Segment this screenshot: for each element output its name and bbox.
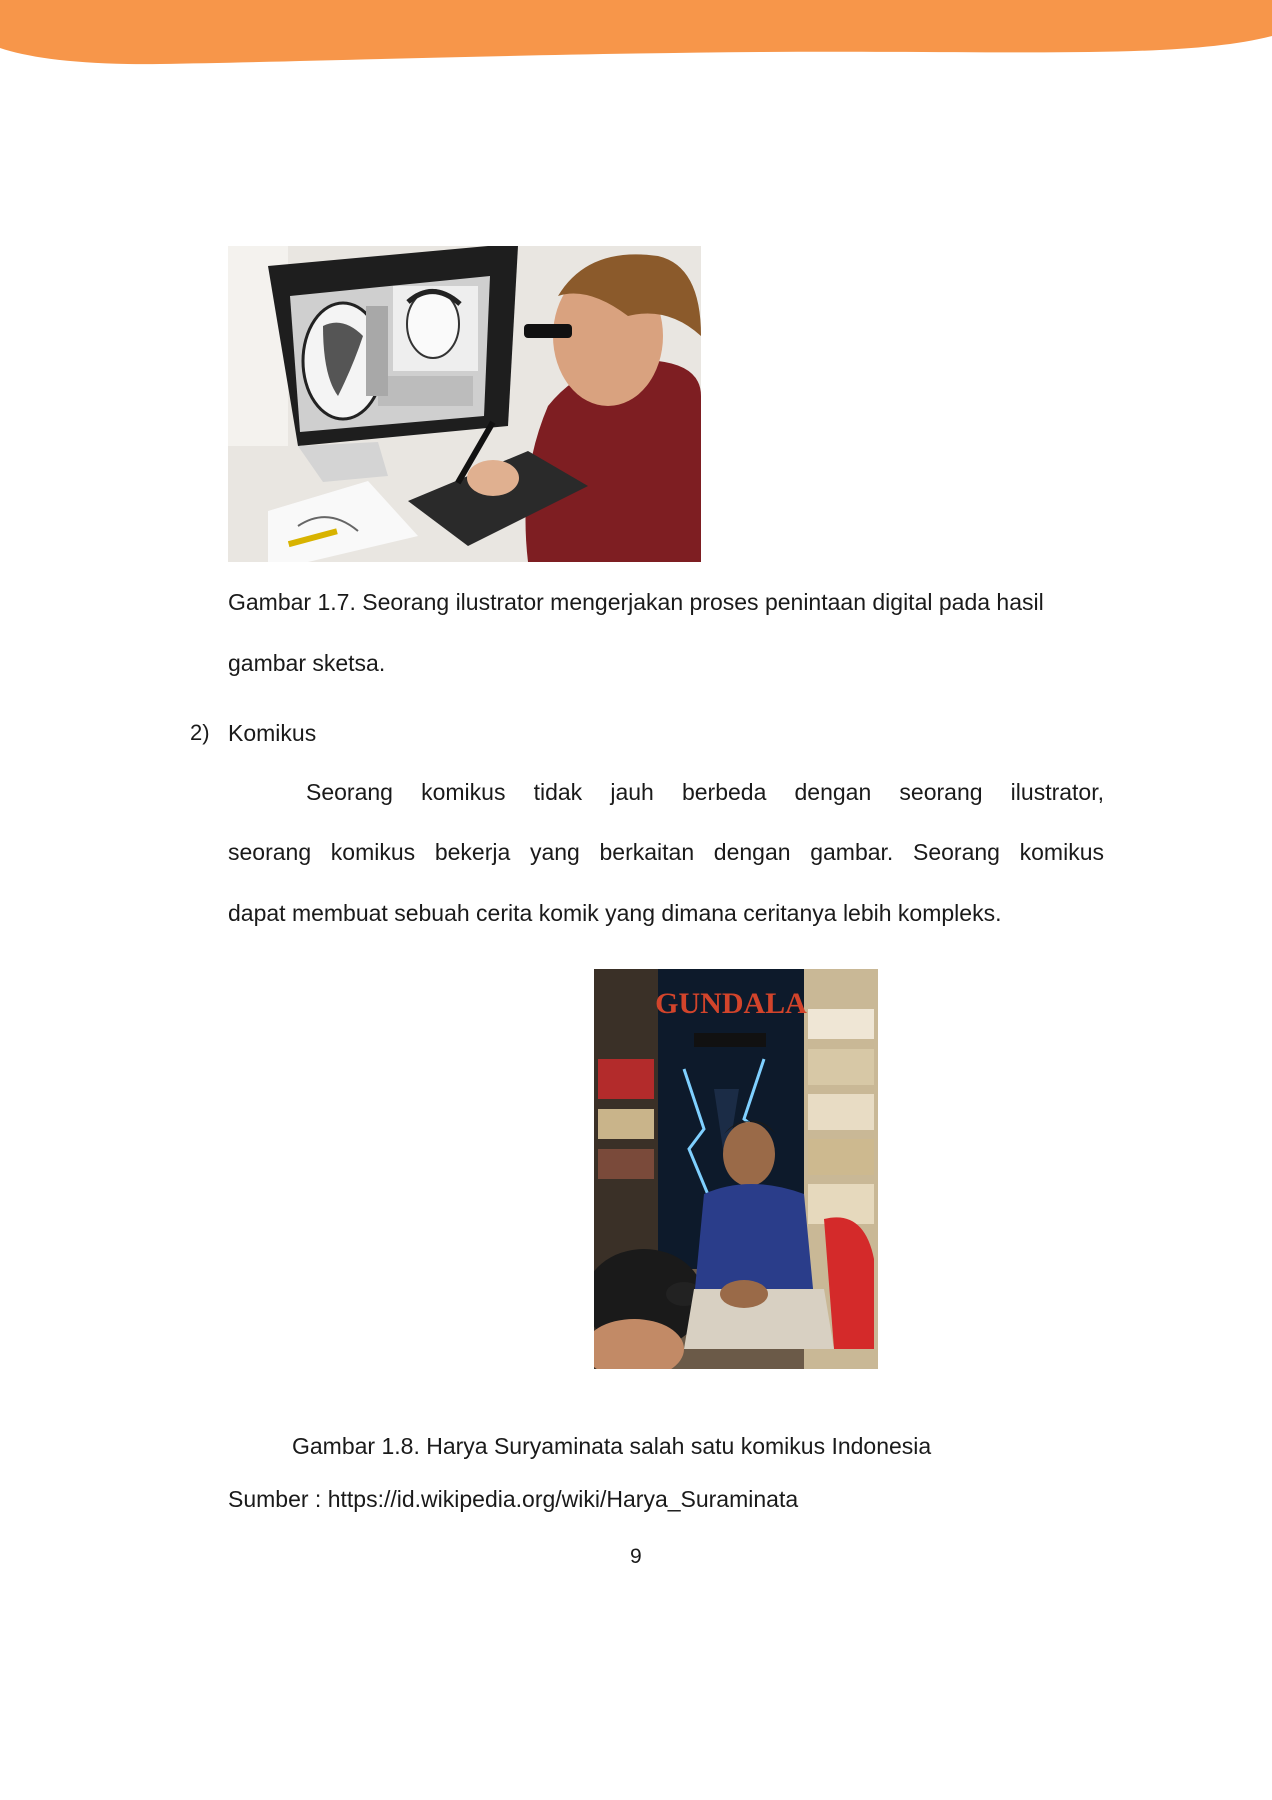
page-number: 9 bbox=[630, 1545, 642, 1568]
figure-1-caption-line-1: Gambar 1.7. Seorang ilustrator mengerjakan proses penintaan digital pada hasil bbox=[228, 589, 1044, 615]
comic-artist-photo bbox=[594, 969, 878, 1369]
figure-2-caption: Gambar 1.8. Harya Suryaminata salah satu komikus Indonesia bbox=[292, 1433, 932, 1459]
section-title: Komikus bbox=[228, 720, 317, 746]
illustrator-photo bbox=[228, 246, 701, 562]
figure-2-source: Sumber : https://id.wikipedia.org/wiki/Harya_Suraminata bbox=[228, 1486, 799, 1512]
list-number: 2) bbox=[190, 720, 210, 745]
paragraph-line-3: dapat membuat sebuah cerita komik yang dimana ceritanya lebih kompleks. bbox=[228, 900, 1002, 926]
comic-artist-portrait-photo-icon bbox=[594, 969, 878, 1369]
paragraph-line-1: Seorang komikus tidak jauh berbeda dengan seorang ilustrator, bbox=[306, 779, 1104, 805]
illustrator-digital-drawing-photo-icon bbox=[228, 246, 701, 562]
paragraph-line-2: seorang komikus bekerja yang berkaitan dengan gambar. Seorang komikus bbox=[228, 839, 1104, 865]
header-wave-decoration bbox=[0, 0, 1272, 80]
poster-title: GUNDALA bbox=[655, 987, 807, 1020]
figure-1-caption-line-2: gambar sketsa. bbox=[228, 650, 386, 676]
